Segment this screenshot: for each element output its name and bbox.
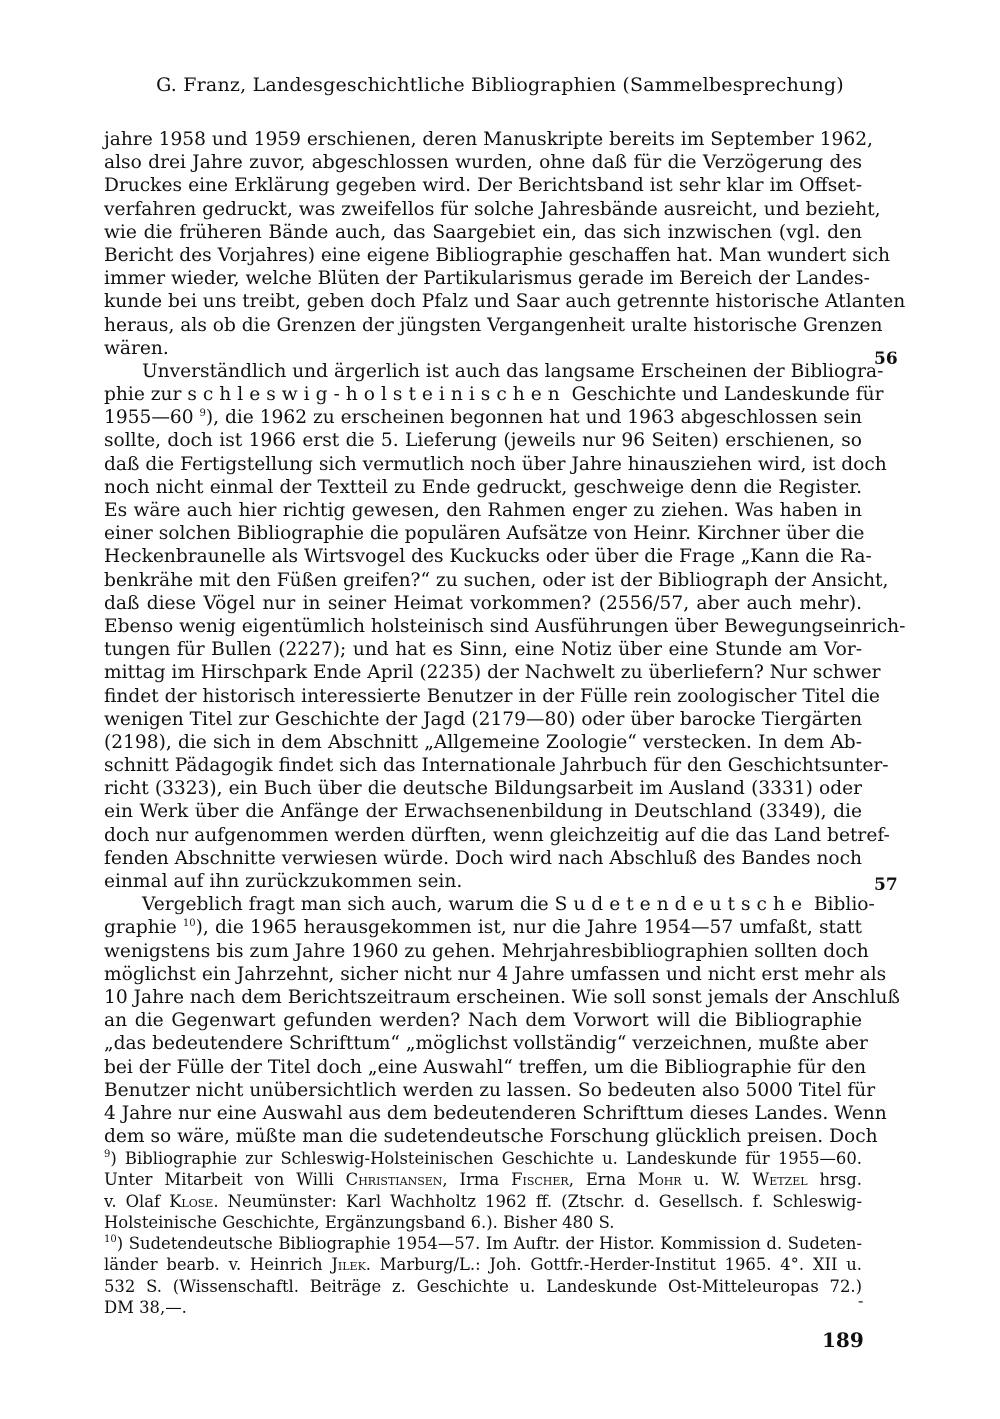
text-line: bei der Fülle der Titel doch „eine Auswahl“ treffen, um die Bibliographie für den bbox=[104, 1056, 867, 1078]
text-line: jahre 1958 und 1959 erschienen, deren Manuskripte bereits im September 1962, bbox=[104, 129, 873, 150]
text-span: ), die 1965 herausgekommen ist, nur die Jahre 1954—57 umfaßt, statt bbox=[195, 917, 862, 939]
author-name: Klose bbox=[169, 1191, 214, 1211]
text-line: 4 Jahre nur eine Auswahl aus dem bedeutenderen Schrifttum dieses Landes. Wenn bbox=[104, 1102, 887, 1124]
text-span: Vergeblich fragt man sich auch, warum die bbox=[142, 894, 555, 916]
text-line: Heckenbraunelle als Wirtsvogel des Kuckucks oder über die Frage „Kann die Ra- bbox=[104, 546, 872, 568]
page-number: 189 bbox=[822, 1328, 864, 1352]
text-line: ein Werk über die Anfänge der Erwachsenenbildung in Deutschland (3349), die bbox=[104, 801, 862, 823]
text-line: Unverständlich und ärgerlich ist auch das langsame Erscheinen der Bibliogra- bbox=[142, 360, 884, 382]
text-span: , Irma bbox=[442, 1170, 512, 1190]
text-line: benkrähe mit den Füßen greifen?“ zu suchen, oder ist der Bibliograph der Ansicht, bbox=[104, 569, 889, 591]
text-span: Biblio- bbox=[807, 894, 875, 916]
text-line: noch nicht einmal der Textteil zu Ende gedruckt, geschweige denn die Register. bbox=[104, 476, 862, 498]
footnote-line bbox=[104, 1191, 862, 1212]
text-line: Benutzer nicht unübersichtlich werden zu lassen. So bedeuten also 5000 Titel für bbox=[104, 1079, 876, 1101]
text-span: graphie bbox=[104, 917, 183, 939]
footnote-line: Holsteinische Geschichte, Ergänzungsband 6.). Bisher 480 S. bbox=[104, 1212, 615, 1232]
text-line: wären. bbox=[104, 337, 169, 359]
text-line: wenigstens bis zum Jahre 1960 zu gehen. Mehrjahresbibliographien sollten doch bbox=[104, 940, 869, 962]
text-line bbox=[104, 893, 875, 916]
author-name: Christiansen bbox=[345, 1170, 443, 1190]
text-line: tungen für Bullen (2227); und hat es Sinn, eine Notiz über eine Stunde am Vor- bbox=[104, 639, 862, 661]
text-line bbox=[104, 406, 862, 429]
text-line: möglichst ein Jahrzehnt, sicher nicht nur 4 Jahre umfassen und nicht erst mehr als bbox=[104, 963, 887, 985]
text-span: . Neumünster: Karl Wachholtz 1962 ff. (Ztschr. d. Gesellsch. f. Schleswig- bbox=[213, 1191, 862, 1211]
text-span: , Erna bbox=[568, 1170, 638, 1190]
text-span: ) Sudetendeutsche Bibliographie 1954—57. Im Auftr. der Histor. Kommission d. Sudeten- bbox=[116, 1234, 862, 1254]
text-span: hrsg. bbox=[807, 1170, 862, 1190]
text-line: „das bedeutendere Schrifttum“ „möglichst vollständig“ verzeichnen, mußte aber bbox=[104, 1033, 868, 1055]
text-line: mittag im Hirschpark Ende April (2235) der Nachwelt zu überliefern? Nur schwer bbox=[104, 662, 881, 684]
text-span: u. W. bbox=[681, 1170, 753, 1190]
text-line: Es wäre auch hier richtig gewesen, den Rahmen enger zu ziehen. Was haben in bbox=[104, 500, 862, 521]
text-line: doch nur aufgenommen werden dürften, wenn gleichzeitig auf die das Land betref- bbox=[104, 824, 890, 846]
text-line: daß die Fertigstellung sich vermutlich noch über Jahre hinausziehen wird, ist doch bbox=[104, 453, 887, 475]
text-line: immer wieder, welche Blüten der Partikularismus gerade im Bereich der Landes- bbox=[104, 268, 870, 290]
text-line: einmal auf ihn zurückzukommen sein. bbox=[104, 871, 463, 892]
text-line: Druckes eine Erklärung gegeben wird. Der Berichtsband ist sehr klar im Offset- bbox=[104, 175, 862, 197]
footnotes bbox=[104, 1148, 862, 1318]
text-line: schnitt Pädagogik findet sich das Internationale Jahrbuch für den Geschichtsunter- bbox=[104, 755, 889, 777]
footnote-line: 532 S. (Wissenschaftl. Beiträge z. Geschichte u. Landeskunde Ost-Mitteleuropas 72.) bbox=[104, 1276, 862, 1296]
text-span: länder bearb. v. Heinrich bbox=[104, 1255, 332, 1275]
text-line: dem so wäre, müßte man die sudetendeutsche Forschung glücklich preisen. Doch bbox=[104, 1126, 878, 1148]
footnote-ref: 9 bbox=[199, 408, 206, 420]
text-line: fenden Abschnitte verwiesen würde. Doch wird nach Abschluß des Bandes noch bbox=[104, 847, 862, 869]
footnote-end-mark: - bbox=[858, 1291, 864, 1310]
text-span: 1955—60 bbox=[104, 407, 200, 429]
text-span: Geschichte und Landeskunde für bbox=[565, 384, 884, 406]
text-line: (2198), die sich in dem Abschnitt „Allgemeine Zoologie“ verstecken. In dem Ab- bbox=[104, 731, 862, 753]
emphasized-term: schleswig-holsteinischen bbox=[187, 384, 566, 406]
text-span: phie zur bbox=[104, 384, 188, 406]
footnote-line bbox=[104, 1233, 862, 1254]
author-name: Jilek bbox=[331, 1255, 366, 1275]
text-line: also drei Jahre zuvor, abgeschlossen wurden, ohne daß für die Verzögerung des bbox=[104, 152, 862, 174]
text-span: ) Bibliographie zur Schleswig-Holsteinischen Geschichte u. Landeskunde für 1955—60. bbox=[110, 1149, 862, 1168]
text-span: . Marburg/L.: Joh. Gottfr.-Herder-Institut 1965. 4°. XII u. bbox=[365, 1255, 862, 1275]
text-line: einer solchen Bibliographie die populären Aufsätze von Heinr. Kirchner über die bbox=[104, 523, 865, 545]
margin-number: 57 bbox=[874, 875, 898, 895]
footnote-line bbox=[104, 1254, 862, 1275]
footnote-ref: 10 bbox=[182, 918, 196, 930]
margin-number: 56 bbox=[874, 349, 898, 369]
text-line: findet der historisch interessierte Benutzer in der Fülle rein zoologischer Titel die bbox=[104, 685, 880, 707]
text-line: 10 Jahre nach dem Berichtszeitraum erscheinen. Wie soll sonst jemals der Anschluß bbox=[104, 986, 900, 1008]
text-line: wie die früheren Bände auch, das Saargebiet ein, das sich inzwischen (vgl. den bbox=[104, 221, 862, 243]
author-name: Fischer bbox=[511, 1170, 569, 1190]
text-line: an die Gegenwart gefunden werden? Nach dem Vorwort will die Bibliographie bbox=[104, 1010, 862, 1032]
footnote-line bbox=[104, 1169, 862, 1190]
text-line: wenigen Titel zur Geschichte der Jagd (2179—80) oder über barocke Tiergärten bbox=[104, 708, 863, 730]
footnote-mark: 10 bbox=[104, 1234, 117, 1246]
text-line: kunde bei uns treibt, geben doch Pfalz und Saar auch getrennte historische Atlanten bbox=[104, 291, 906, 313]
main-text bbox=[104, 128, 906, 1148]
text-line: Ebenso wenig eigentümlich holsteinisch sind Ausführungen über Bewegungseinrich- bbox=[104, 615, 906, 637]
running-header: G. Franz, Landesgeschichtliche Bibliographien (Sammelbesprechung) bbox=[156, 74, 844, 96]
text-line bbox=[104, 916, 862, 939]
text-line: daß diese Vögel nur in seiner Heimat vorkommen? (2556/57, aber auch mehr). bbox=[104, 592, 862, 614]
text-span: v. Olaf bbox=[104, 1191, 170, 1211]
text-line: Bericht des Vorjahres) eine eigene Bibliographie geschaffen hat. Man wundert sich bbox=[104, 244, 890, 266]
text-span: ), die 1962 zu erscheinen begonnen hat und 1963 abgeschlossen sein bbox=[205, 407, 863, 429]
footnote-line: DM 38,—. bbox=[104, 1298, 187, 1318]
text-line: heraus, als ob die Grenzen der jüngsten Vergangenheit uralte historische Grenzen bbox=[104, 314, 883, 336]
footnote-line bbox=[104, 1148, 862, 1169]
text-line bbox=[104, 383, 884, 406]
author-name: Mohr bbox=[637, 1170, 682, 1190]
footnote-mark: 9 bbox=[104, 1149, 111, 1160]
text-line: richt (3323), ein Buch über die deutsche Bildungsarbeit im Ausland (3331) oder bbox=[104, 778, 862, 800]
emphasized-term: Sudetendeutsche bbox=[554, 894, 808, 916]
text-line: verfahren gedruckt, was zweifellos für solche Jahresbände ausreicht, und bezieht, bbox=[104, 198, 881, 220]
author-name: Wetzel bbox=[752, 1170, 808, 1190]
text-line: sollte, doch ist 1966 erst die 5. Lieferung (jeweils nur 96 Seiten) erschienen, so bbox=[104, 430, 862, 452]
text-span: Unter Mitarbeit von Willi bbox=[104, 1170, 346, 1190]
